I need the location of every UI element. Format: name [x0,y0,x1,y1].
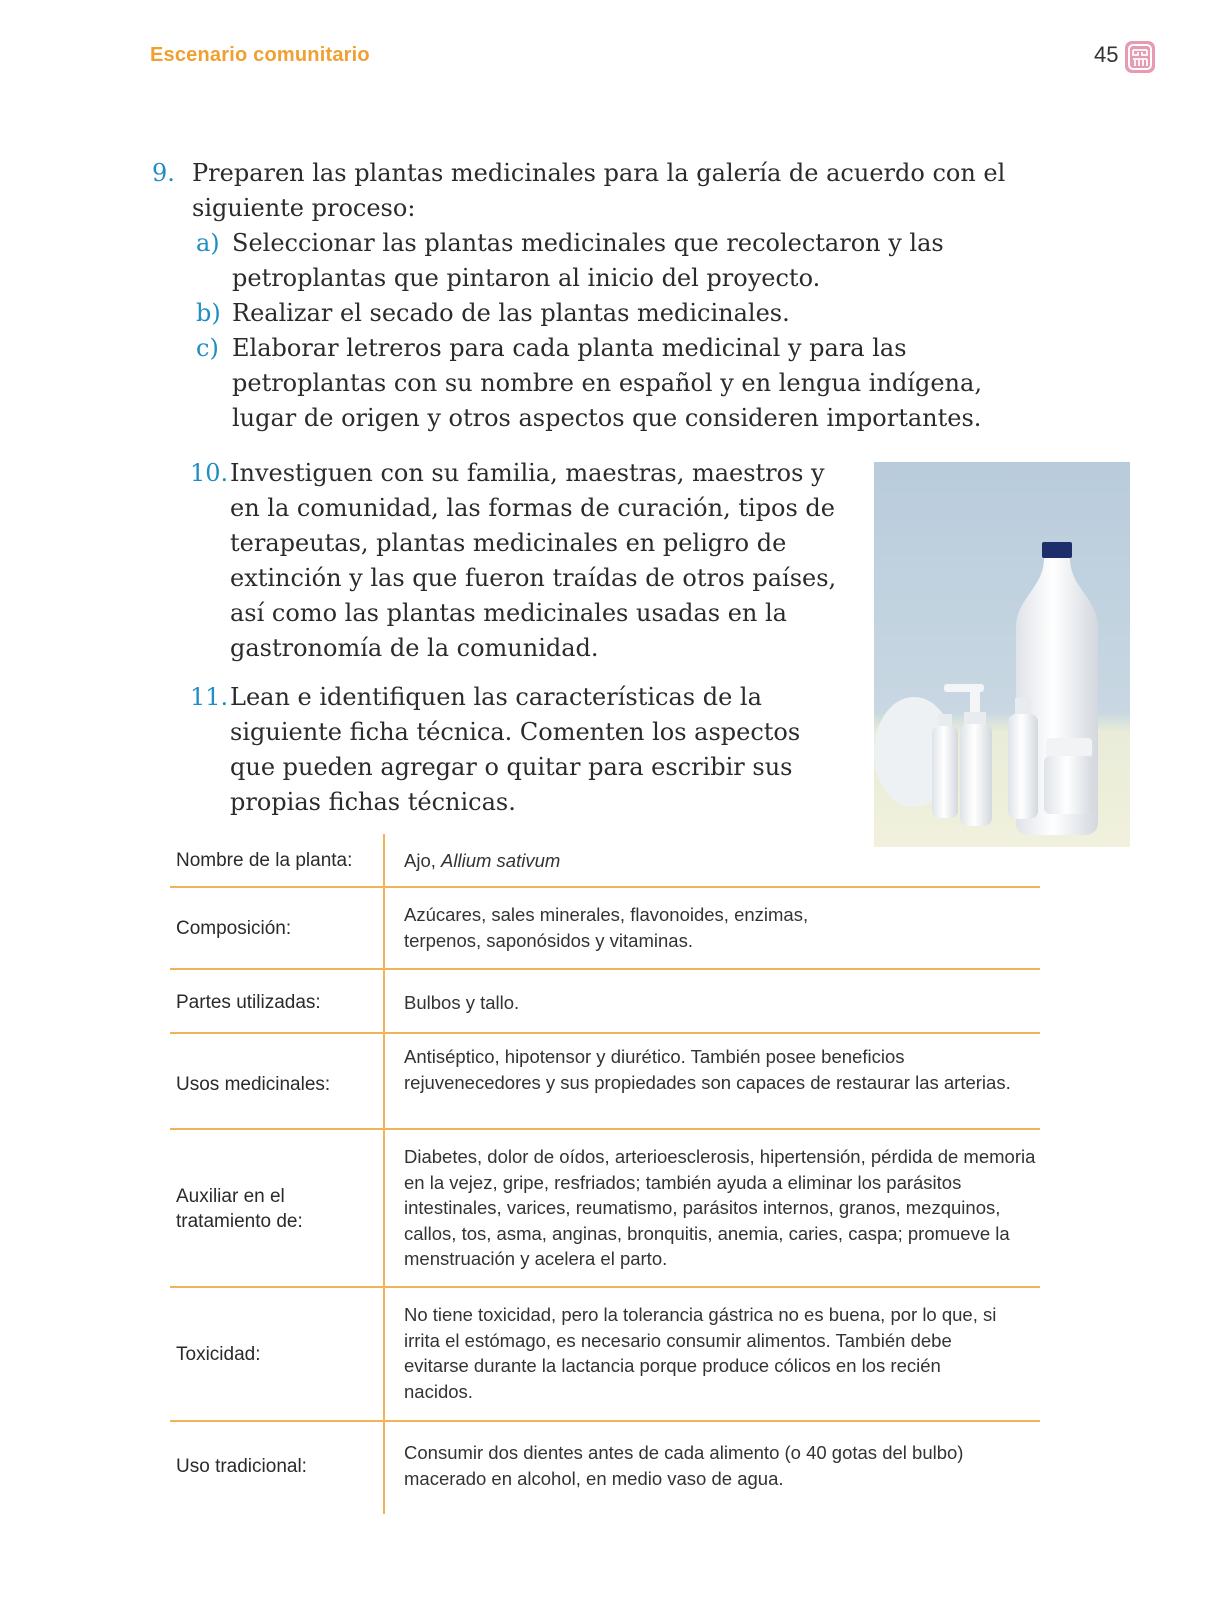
row-value: Antiséptico, hipotensor y diurético. También posee beneficios rejuvenecedores y sus propiedades son capaces de restaurar las arterias. [404,1046,1011,1093]
table-row [170,888,1040,970]
row-value: Consumir dos dientes antes de cada alimento (o 40 gotas del bulbo) macerado en alcohol, en medio vaso de agua. [404,1442,964,1489]
scientific-name: Allium sativum [441,850,561,871]
row-value: Azúcares, sales minerales, flavonoides, enzimas, terpenos, saponósidos y vitaminas. [404,904,809,951]
row-label: Composición: [176,918,292,939]
subitem-text: Seleccionar las plantas medicinales que recolectaron y las petroplantas que pintaron al inicio del proyecto. [232,229,944,292]
row-label: Toxicidad: [176,1344,261,1365]
subitem-letter: b) [196,299,221,327]
table-row [170,1288,1040,1422]
subitem-text: Realizar el secado de las plantas medicinales. [232,299,790,327]
subitem-letter: c) [196,334,219,362]
list-item-9 [152,156,1032,222]
bottles-photo [874,462,1130,847]
table-row [170,970,1040,1034]
item-text: Lean e identifiquen las características de la siguiente ficha técnica. Comenten los aspectos que pueden agregar o quitar para escribir sus propias fichas técnicas. [230,683,801,816]
table-row [170,1422,1040,1512]
row-label: Uso tradicional: [176,1456,307,1477]
plant-name: Ajo, [404,850,442,871]
row-label: Usos medicinales: [176,1074,331,1095]
row-value: No tiene toxicidad, pero la tolerancia gástrica no es buena, por lo que, si irrita el estómago, es necesario consumir alimentos. También debe evitarse durante la lactancia porque produce cólicos en los recién nacidos. [404,1304,997,1402]
table-row [170,1130,1040,1288]
item-number: 9. [152,159,175,187]
row-label: Auxiliar en el tratamiento de: [176,1186,303,1232]
item-number: 10. [190,459,229,487]
subitem-text: Elaborar letreros para cada planta medicinal y para las petroplantas con su nombre en español y en lengua indígena, lugar de origen y otros aspectos que consideren importantes. [232,334,982,432]
table-row [170,834,1040,888]
row-label: Nombre de la planta: [176,850,353,871]
section-title: Escenario comunitario [150,44,370,66]
item-text: Preparen las plantas medicinales para la galería de acuerdo con el siguiente proceso: [192,159,1006,222]
row-label: Partes utilizadas: [176,992,321,1013]
page-number: 45 [1094,42,1119,67]
row-value: Diabetes, dolor de oídos, arterioesclerosis, hipertensión, pérdida de memoria en la vejez, gripe, resfriados; también ayuda a eliminar los parásitos intestinales, varices, reumatismo, parásitos internos, granos, mezquinos, callos, tos, asma, anginas, bronquitis, anemia, caries, caspa; promueve la menstruación y acelera el parto. [404,1146,1036,1269]
glyph-icon [1124,40,1156,74]
row-value: Bulbos y tallo. [404,992,520,1013]
subitem-letter: a) [196,229,220,257]
item-number: 11. [190,683,229,711]
row-value [404,848,1036,874]
item-text: Investiguen con su familia, maestras, maestros y en la comunidad, las formas de curación, tipos de terapeutas, plantas medicinales en peligro de extinción y las que fueron traídas de otros países, así como las plantas medicinales usadas en la gastronomía de la comunidad. [230,459,837,662]
table-row [170,1034,1040,1130]
